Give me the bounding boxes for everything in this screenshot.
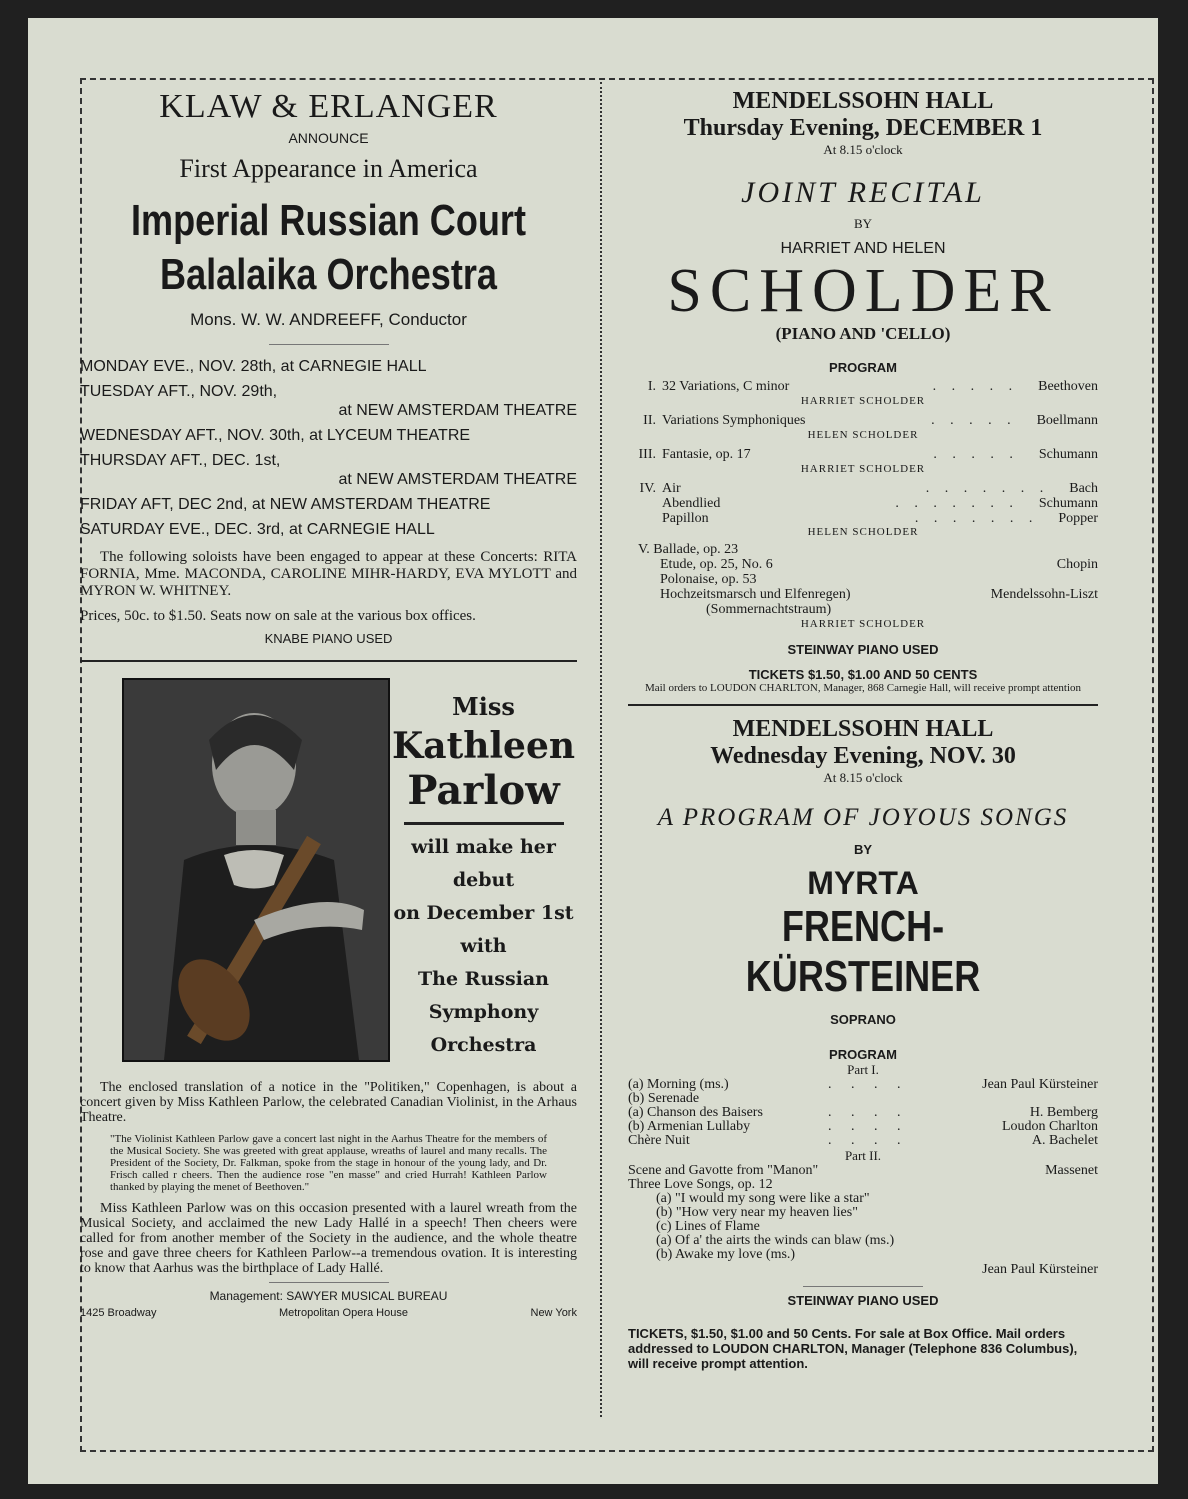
love-song: (a) Of a' the airts the winds can blaw (ms.): [656, 1233, 895, 1248]
address-mid: Metropolitan Opera House: [278, 1307, 408, 1319]
item-title: Variations Symphoniques: [662, 413, 806, 428]
ovation-text: Miss Kathleen Parlow was on this occasion presented with a laurel wreath from the Musical Society, and acclaimed the new Lady Hallé in a speech! Then cheers were called for from another member of the Society in the audience, and the whole theatre rose and gave three cheers for Kathleen Parlow--a tremendous ovation. It is interesting to know that Aarhus was the birthplace of Lady Hallé.: [80, 1201, 577, 1276]
tickets-2: TICKETS, $1.50, $1.00 and 50 Cents. For sale at Box Office. Mail orders addressed to LOUDON CHARLTON, Manager (Telephone 836 Columbus), will receive prompt attention.: [628, 1326, 1078, 1371]
part-one: Part I.: [847, 1062, 879, 1077]
dot-leader: . . . . . . .: [895, 496, 1019, 511]
manon-row: [628, 1164, 1098, 1178]
hoch-composer: Mendelssohn-Liszt: [990, 587, 1098, 602]
by-label-2: BY: [853, 842, 873, 857]
debut-lines: [390, 831, 577, 1062]
dot-leader: . . . . . . .: [925, 481, 1050, 496]
concert-date-2: Wednesday Evening, NOV. 30: [710, 743, 1016, 769]
debut-line: Symphony: [428, 1001, 539, 1023]
conductor: Mons. W. W. ANDREEFF, Conductor: [190, 310, 467, 329]
dot-leader: . . . .: [828, 1119, 909, 1134]
concert-date-entry: [80, 357, 577, 376]
scholder-program-v: [628, 542, 1098, 632]
item-title: Fantasie, op. 17: [662, 447, 751, 462]
hall-title-2: MENDELSSOHN HALL: [732, 716, 994, 742]
separator: [269, 344, 389, 345]
parlow-photo: [122, 678, 390, 1062]
dot-leader: . . . . .: [932, 379, 1019, 394]
program-row: [628, 496, 1098, 511]
v-ballade: V. Ballade, op. 23: [638, 542, 739, 557]
politiken-intro: The enclosed translation of a notice in the "Politiken," Copenhagen, is about a concert given by Miss Kathleen Parlow, the celebrated Canadian Violinist, in the Arhaus Theatre.: [80, 1080, 577, 1125]
sommernachtstraum: (Sommernachtstraum): [706, 602, 832, 617]
item-number: II.: [643, 413, 656, 428]
date-line: SATURDAY EVE., DEC. 3rd, at CARNEGIE HALL: [80, 521, 435, 538]
program-row: [628, 379, 1098, 394]
instruments: (PIANO AND 'CELLO): [775, 324, 951, 343]
love-song: (b) Awake my love (ms.): [656, 1247, 796, 1262]
concert-date-entry: [80, 382, 577, 420]
program-heading-2: PROGRAM: [829, 1047, 897, 1062]
prices-text: Prices, 50c. to $1.50. Seats now on sale at the various box offices.: [80, 608, 476, 624]
song-composer: H. Bemberg: [1029, 1105, 1098, 1120]
orchestra-title-1: Imperial Russian Court: [131, 196, 526, 245]
item-composer: Popper: [1058, 511, 1098, 526]
concert-time: At 8.15 o'clock: [823, 142, 903, 157]
mail-orders: Mail orders to LOUDON CHARLTON, Manager, 868 Carnegie Hall, will receive prompt attention: [644, 682, 1082, 694]
knabe-piano: KNABE PIANO USED: [264, 631, 393, 646]
manon-title: Scene and Gavotte from "Manon": [628, 1163, 819, 1178]
performer-credit: HARRIET SCHOLDER: [800, 463, 926, 475]
performer-credit: HARRIET SCHOLDER: [800, 395, 926, 407]
dot-leader: . . . . . . .: [914, 511, 1039, 526]
separator: [803, 1286, 923, 1287]
parlow-lastname: Parlow: [407, 767, 560, 814]
orchestra-title-2: Balalaika Orchestra: [160, 250, 497, 299]
item-composer: Bach: [1069, 481, 1098, 496]
item-title: Air: [662, 481, 681, 496]
debut-line: on December 1st: [393, 902, 574, 924]
item-composer: Beethoven: [1038, 379, 1098, 394]
dot-leader: . . . . .: [931, 413, 1017, 428]
first-appearance: First Appearance in America: [179, 154, 478, 183]
song-composer: A. Bachelet: [1031, 1133, 1098, 1148]
item-title: Papillon: [662, 511, 709, 526]
item-title: 32 Variations, C minor: [662, 379, 790, 394]
debut-line: will make her debut: [411, 836, 556, 891]
song-row: [628, 1120, 1098, 1134]
concert-date: Thursday Evening, DECEMBER 1: [683, 115, 1043, 141]
dot-leader: . . . .: [828, 1105, 909, 1120]
venue-line: at NEW AMSTERDAM THEATRE: [338, 471, 577, 488]
scholder-program: [628, 379, 1098, 477]
parlow-firstname: Kathleen: [391, 725, 576, 767]
song-title: (b) Serenade: [628, 1091, 700, 1106]
venue-line: at NEW AMSTERDAM THEATRE: [338, 402, 577, 419]
item-composer: Schumann: [1038, 447, 1098, 462]
presenter: KLAW & ERLANGER: [159, 88, 498, 125]
steinway-piano: STEINWAY PIANO USED: [787, 642, 939, 657]
v-polonaise: Polonaise, op. 53: [660, 572, 757, 587]
love-songs-list: [628, 1192, 1098, 1262]
date-line: WEDNESDAY AFT., NOV. 30th, at LYCEUM THEATRE: [80, 427, 471, 444]
concert-date-entry: [80, 451, 577, 489]
item-number: III.: [638, 447, 656, 462]
performer-credit: HELEN SCHOLDER: [807, 526, 919, 538]
love-song: (b) "How very near my heaven lies": [656, 1205, 858, 1220]
song-title: (b) Armenian Lullaby: [628, 1119, 751, 1134]
song-title: Chère Nuit: [628, 1133, 690, 1148]
soprano-label: SOPRANO: [830, 1012, 896, 1027]
soloists-text: The following soloists have been engaged to appear at these Concerts: RITA FORNIA, Mme. MACONDA, CAROLINE MIHR-HARDY, EVA MYLOTT and MYRON W. WHITNEY.: [80, 549, 577, 599]
dot-leader: [828, 1092, 1098, 1106]
song-title: (a) Morning (ms.): [628, 1077, 729, 1092]
program-row: [628, 511, 1098, 526]
item-composer: Boellmann: [1036, 413, 1098, 428]
date-line: MONDAY EVE., NOV. 28th, at CARNEGIE HALL: [80, 358, 427, 375]
singer-lastname: FRENCH-KÜRSTEINER: [745, 902, 981, 1001]
song-composer: Jean Paul Kürsteiner: [982, 1077, 1098, 1092]
debut-line: Orchestra: [430, 1034, 537, 1056]
song-composer: Loudon Charlton: [1001, 1119, 1098, 1134]
dot-leader: . . . .: [828, 1077, 909, 1092]
performer-credit: HARRIET SCHOLDER: [800, 618, 926, 630]
program-row: [628, 447, 1098, 462]
v-composer: Chopin: [1056, 557, 1098, 572]
left-column: [80, 80, 577, 1319]
management: Management: SAWYER MUSICAL BUREAU: [209, 1289, 448, 1303]
program-row: [628, 413, 1098, 428]
dot-leader: . . . .: [828, 1133, 909, 1148]
item-number: I.: [647, 379, 656, 394]
tickets: TICKETS $1.50, $1.00 AND 50 CENTS: [748, 667, 978, 682]
right-column: [628, 80, 1098, 1371]
miss-label: Miss: [452, 692, 515, 721]
singer-firstname: MYRTA: [807, 865, 919, 901]
date-line: TUESDAY AFT., NOV. 29th,: [80, 383, 278, 400]
section-rule: [80, 660, 577, 662]
v-etude: Etude, op. 25, No. 6: [660, 557, 773, 572]
part-two: Part II.: [844, 1148, 882, 1163]
by-label: BY: [853, 216, 873, 231]
address-right: New York: [530, 1307, 577, 1319]
hall-title: MENDELSSOHN HALL: [732, 88, 994, 114]
announce: ANNOUNCE: [288, 130, 369, 146]
steinway-piano-2: STEINWAY PIANO USED: [787, 1293, 939, 1308]
song-title: (a) Chanson des Baisers: [628, 1105, 763, 1120]
love-song: (a) "I would my song were like a star": [656, 1191, 870, 1206]
item-number: IV.: [639, 481, 656, 496]
songs-part-one: [628, 1078, 1098, 1148]
scholder-title: SCHOLDER: [667, 257, 1059, 325]
date-line: FRIDAY AFT, DEC 2nd, at NEW AMSTERDAM THEATRE: [80, 496, 491, 513]
love-song: (c) Lines of Flame: [656, 1219, 760, 1234]
concert-date-entry: [80, 520, 577, 539]
concert-date-entry: [80, 495, 577, 514]
song-row: [628, 1078, 1098, 1092]
performer-credit: HELEN SCHOLDER: [807, 429, 919, 441]
address-line: [80, 1307, 577, 1319]
song-row: [628, 1106, 1098, 1120]
joyous-songs: A PROGRAM OF JOYOUS SONGS: [657, 804, 1069, 831]
item-composer: Schumann: [1038, 496, 1098, 511]
concert-dates: [80, 357, 577, 539]
politiken-quote: "The Violinist Kathleen Parlow gave a concert last night in the Aarhus Theatre for the members of the Musical Society. She was greeted with great applause, wreaths of laurel and many recalls. The President of the Society, Dr. Falkman, spoke from the stage in honour of the young lady, and Dr. Frisch called r cheers. Then the audience rose "en masse" and cried Hurrah! Kathleen Parlow thanked by playing the menet of Beethoven.": [110, 1133, 547, 1193]
song-row: [628, 1134, 1098, 1148]
address-left: 1425 Broadway: [80, 1307, 157, 1319]
parlow-text: [390, 678, 577, 1062]
dot-leader: . . . . .: [933, 447, 1019, 462]
joint-recital: JOINT RECITAL: [741, 176, 985, 209]
concert-time-2: At 8.15 o'clock: [823, 770, 903, 785]
program-heading: PROGRAM: [829, 360, 897, 375]
concert-date-entry: [80, 426, 577, 445]
name-rule: [404, 822, 564, 825]
scholder-program-iv: [628, 481, 1098, 526]
hochzeitsmarsch: Hochzeitsmarsch und Elfenregen): [660, 587, 851, 602]
date-line: THURSDAY AFT., DEC. 1st,: [80, 452, 281, 469]
parlow-ad: [80, 678, 577, 1062]
three-love-songs: Three Love Songs, op. 12: [628, 1177, 773, 1192]
violinist-portrait-image: [124, 680, 388, 1060]
performer-names: HARRIET AND HELEN: [780, 240, 946, 257]
songs-composer: Jean Paul Kürsteiner: [982, 1262, 1098, 1277]
item-number: [628, 496, 662, 511]
item-title: Abendlied: [662, 496, 721, 511]
column-divider: [600, 82, 602, 1417]
separator: [269, 1282, 389, 1283]
debut-line: with: [460, 935, 507, 957]
section-rule: [628, 704, 1098, 706]
item-number: [628, 511, 662, 526]
song-row: [628, 1092, 1098, 1106]
manon-composer: Massenet: [1045, 1163, 1098, 1178]
program-row: [628, 481, 1098, 496]
debut-line: The Russian: [418, 968, 549, 990]
